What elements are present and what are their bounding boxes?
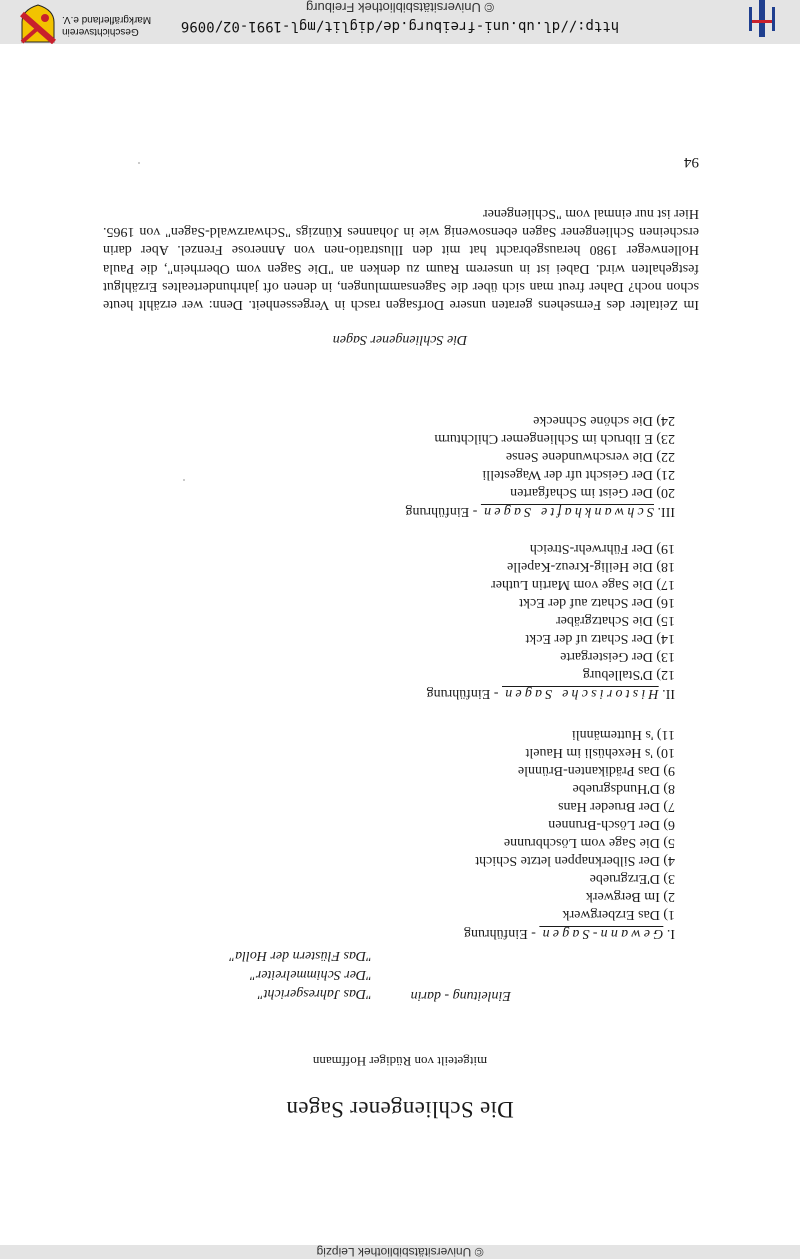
society-line: Markgräflerland e.V. — [62, 14, 152, 25]
section-number: I. — [666, 926, 675, 941]
section-number: II. — [662, 686, 675, 701]
toc-item: 19) Der Führwehr-Streich — [529, 541, 675, 556]
toc-item: 14) Der Schatz uf der Eckt — [525, 631, 675, 646]
toc-item: 17) Die Sage vom Martin Luther — [491, 577, 675, 592]
section-name: Gewann-Sagen — [539, 926, 664, 941]
permalink-url[interactable]: http://dl.ub.uni-freiburg.de/diglit/mgl-1991-02/0096 — [180, 18, 620, 34]
toc-item: 18) Die Heilig-Kreuz-Kapelle — [507, 559, 675, 574]
society-line: Geschichtsverein — [62, 26, 139, 37]
toc-item: 7) Der Brueder Hans — [557, 799, 675, 814]
toc-item: 16) Der Schatz auf der Eckt — [519, 595, 675, 610]
geschichtsverein-crest-icon — [20, 0, 56, 44]
toc-item: 20) Der Geist im Schafgarten — [510, 485, 675, 500]
toc-item: 12) D'Stalleburg — [582, 667, 675, 682]
section-suffix: - Einführung — [463, 926, 540, 941]
intro-item: "Der Schimmelreiter" — [249, 967, 372, 982]
section-name: Historische Sagen — [502, 686, 659, 701]
toc-item: 2) Im Bergwerk — [585, 889, 675, 904]
document-title: Die Schliengener Sagen — [286, 1097, 514, 1122]
essay-body — [103, 204, 699, 313]
footer-copyright: © Universitätsbibliothek Freiburg — [305, 0, 495, 15]
scan-speck — [183, 479, 185, 481]
university-library-logo-icon — [744, 3, 780, 41]
intro-item: "Das Jahresgericht" — [257, 986, 372, 1001]
toc-item: 23) E Iibruch im Schliengemer Chilchturm — [434, 431, 675, 446]
section-suffix: - Einführung — [405, 504, 481, 519]
toc-item: 24) Die schöne Schnecke — [533, 413, 675, 428]
section-heading — [464, 925, 675, 941]
toc-item: 9) Das Prädikanten-Brünnle — [517, 763, 675, 778]
section-heading — [427, 685, 675, 701]
intro-item: "Das Flüstern der Holla" — [229, 948, 372, 963]
toc-item: 3) D'Erzgruebe — [589, 871, 675, 886]
page-number: 94 — [684, 154, 699, 170]
toc-item: 10) 's Hexehüsli im Hauelt — [525, 745, 675, 760]
essay-title: Die Schliengener Sagen — [332, 332, 468, 347]
intro-label: Einleitung - darin — [410, 988, 511, 1003]
society-name — [62, 13, 151, 37]
section-suffix: - Einführung — [426, 686, 502, 701]
intro-items — [229, 946, 372, 1003]
document-byline: mitgeteilt von Rüdiger Hoffmann — [312, 1054, 488, 1069]
toc-item: 5) Die Sage vom Löschbrunne — [503, 835, 675, 850]
toc-item: 6) Der Lösch-Brunnen — [548, 817, 675, 832]
toc-item: 1) Das Erzbergwerk — [562, 907, 675, 922]
toc-item: 22) Die verschwundene Sense — [505, 449, 675, 464]
toc-item: 13) Der Geistergarte — [560, 649, 675, 664]
toc-item: 8) D'Hundsgruebe — [572, 781, 675, 796]
toc-item: 21) Der Geischt ufr der Wagestelli — [482, 467, 675, 482]
section-number: III. — [657, 504, 675, 519]
toc-item: 11) 's Huttemännli — [571, 727, 675, 742]
essay-paragraph: Im Zeitalter des Fernsehens geraten unsere Dorfsagen rasch in Vergessenheit. Denn: wer erzählt heute schon noch? Daher freut man sich über die Sagensammlungen, in denen oft jahrhundertealtes Erzählgut festgehalten wird. Dabei ist in unserem Raum zu denken an "Die Sagen vom Oberrhein", die Paula Hollenweger 1980 herausgebracht hat mit den Illustratio-nen von Annerose Frenzel. Aber darin erscheinen Schliengener Sagen ebensowenig wie in Johannes Künzigs "Schwarzwald-Sagen" von 1965. Hier ist nur einmal vom "Schliengener — [103, 205, 699, 312]
toc-item: 15) Die Schatzgräber — [556, 613, 675, 628]
header-copyright: © Universitätsbibliothek Leipzig — [316, 1245, 484, 1259]
toc-item: 4) Der Silberknappen letzte Schicht — [475, 853, 675, 868]
section-name: Schwankhafte Sagen — [480, 504, 654, 519]
scan-speck — [138, 162, 140, 164]
section-heading — [405, 503, 675, 519]
